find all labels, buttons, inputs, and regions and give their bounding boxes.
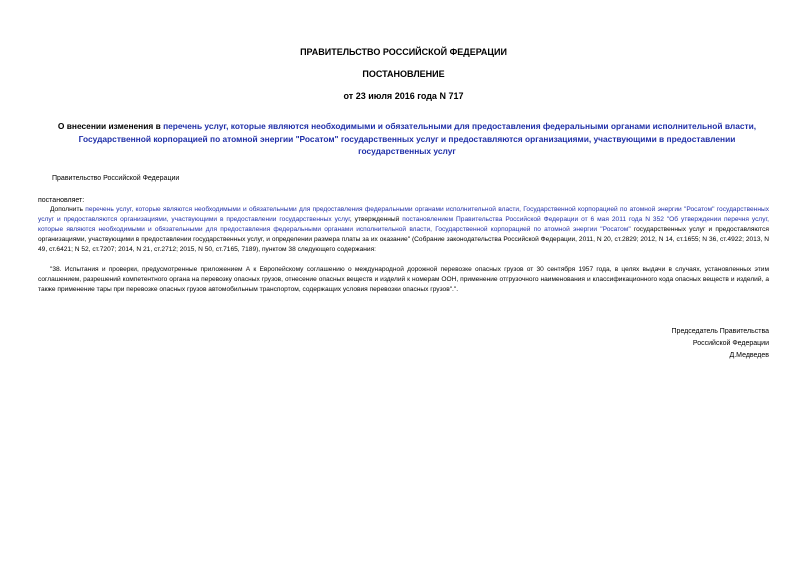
p1-end: государственных услуг и предоставляются организациями, участвующими в предоставлении государственных услуг, и определении размера платы за их оказание" (Собрание законодательства Российской Федерации, 2011, N 20, ст.2829; 2012, N 14, ст.1655; N 36, ст.4922; 2013, N 49, ст.6421; N 52, ст.7207; 2014, N 21, ст.2712; 2015, N 50, ст.7165, 7189), пунктом 38 следующего содержания:	[38, 226, 769, 253]
signature-line-3: Д.Медведев	[729, 352, 769, 359]
government-label: Правительство Российской Федерации	[52, 175, 180, 182]
title-link[interactable]: перечень услуг, которые являются необходимыми и обязательными для предоставления федеральными органами исполнительной власти, Государственной корпорацией по атомной энергии "Росатом" государственных услуг и предоставляются организациями, участвующими в предоставлении государственных услуг	[78, 121, 757, 156]
signature-line-2: Российской Федерации	[692, 340, 769, 347]
document-date-number: от 23 июля 2016 года N 717	[343, 91, 464, 101]
document-type: ПОСТАНОВЛЕНИЕ	[362, 69, 445, 79]
decree-label: постановляет:	[38, 197, 85, 204]
document-title	[52, 120, 762, 158]
signature-line-1: Председатель Правительства	[671, 328, 769, 335]
resolution-352-link[interactable]: постановлением Правительства Российской Федерации от 6 мая 2011 года N 352 "Об утверждении перечня услуг, которые являются необходимыми и обязательными для предоставления федеральными органами исполнительной власти, Государственной корпорацией по атомной энергии "Росатом"	[38, 216, 769, 233]
title-prefix: О внесении изменения в	[57, 121, 164, 131]
p1-start: Дополнить	[50, 206, 86, 213]
services-list-link[interactable]: перечень услуг, которые являются необходимыми и обязательными для предоставления федеральными органами исполнительной власти, Государственной корпорацией по атомной энергии "Росатом" государственных услуг и предоставляются организациями, участвующими в предоставлении государственных услуг	[38, 206, 769, 223]
government-name: ПРАВИТЕЛЬСТВО РОССИЙСКОЙ ФЕДЕРАЦИИ	[300, 47, 507, 57]
paragraph-1	[38, 205, 769, 255]
p1-mid: , утвержденный	[349, 216, 403, 223]
paragraph-2: "38. Испытания и проверки, предусмотренные приложением А к Европейскому соглашению о международной дорожной перевозке опасных грузов от 30 сентября 1957 года, в целях выдачи в случаях, установленных этим соглашением, разрешений компетентного органа на перевозку опасных грузов, отнесение опасных веществ и изделий к номерам ООН, применение отгрузочного наименования и классификационного кода опасных веществ и изделий, а также применение тары при перевозке опасных грузов автомобильным транспортом, содержащих условия перевозки опасных грузов".".	[38, 266, 769, 293]
